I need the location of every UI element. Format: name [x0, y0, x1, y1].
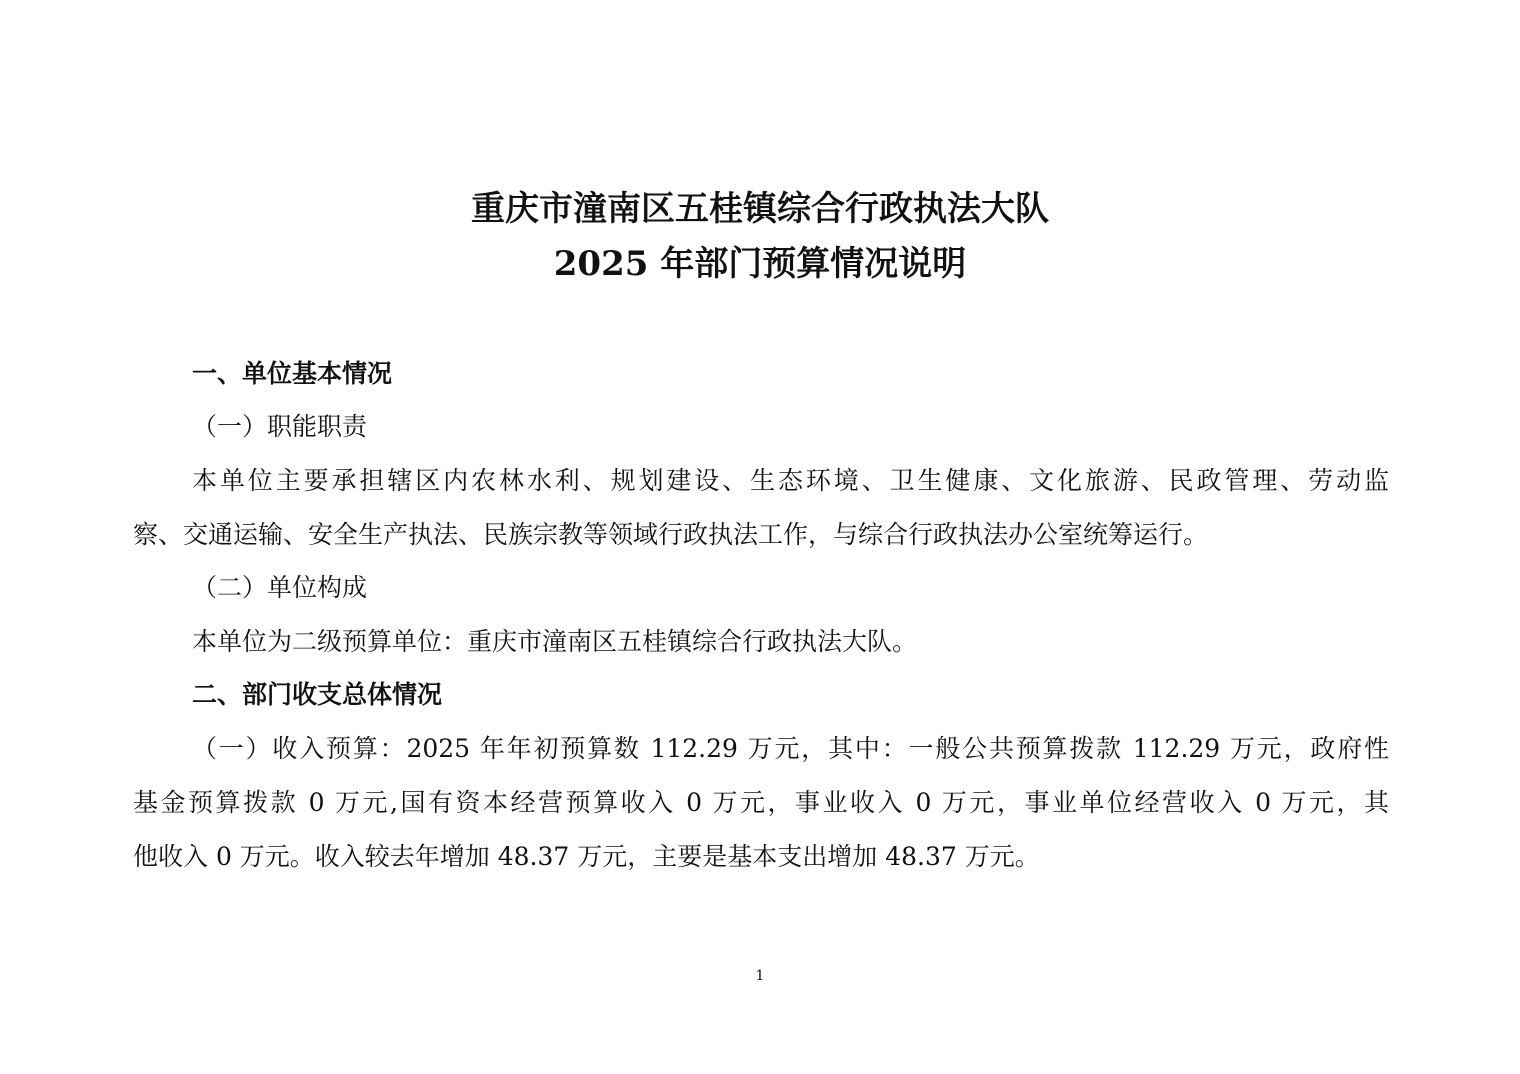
section2-sub1-paragraph-line3: 他收入 0 万元。收入较去年增加 48.37 万元，主要是基本支出增加 48.37 万元。: [133, 842, 1040, 871]
section1-sub1-paragraph-line1: 本单位主要承担辖区内农林水利、规划建设、生态环境、卫生健康、文化旅游、民政管理、劳动监: [192, 466, 1389, 495]
section2-sub1-paragraph-line1: （一）收入预算：2025 年年初预算数 112.29 万元，其中：一般公共预算拨款 112.29 万元，政府性: [192, 734, 1389, 763]
page-number: 1: [755, 968, 765, 984]
document-title-line2: 2025 年部门预算情况说明: [553, 244, 967, 284]
section1-sub2-paragraph: 本单位为二级预算单位：重庆市潼南区五桂镇综合行政执法大队。: [192, 627, 918, 656]
document-title-line1: 重庆市潼南区五桂镇综合行政执法大队: [471, 189, 1049, 229]
section1-sub1-heading: （一）职能职责: [192, 412, 368, 441]
section1-heading: 一、单位基本情况: [192, 359, 393, 388]
section1-sub1-paragraph-line2: 察、交通运输、安全生产执法、民族宗教等领域行政执法工作，与综合行政执法办公室统筹运行。: [133, 520, 1209, 549]
section2-sub1-paragraph-line2: 基金预算拨款 0 万元,国有资本经营预算收入 0 万元，事业收入 0 万元，事业单位经营收入 0 万元，其: [133, 788, 1389, 817]
section1-sub2-heading: （二）单位构成: [192, 573, 368, 602]
section2-heading: 二、部门收支总体情况: [192, 680, 443, 709]
